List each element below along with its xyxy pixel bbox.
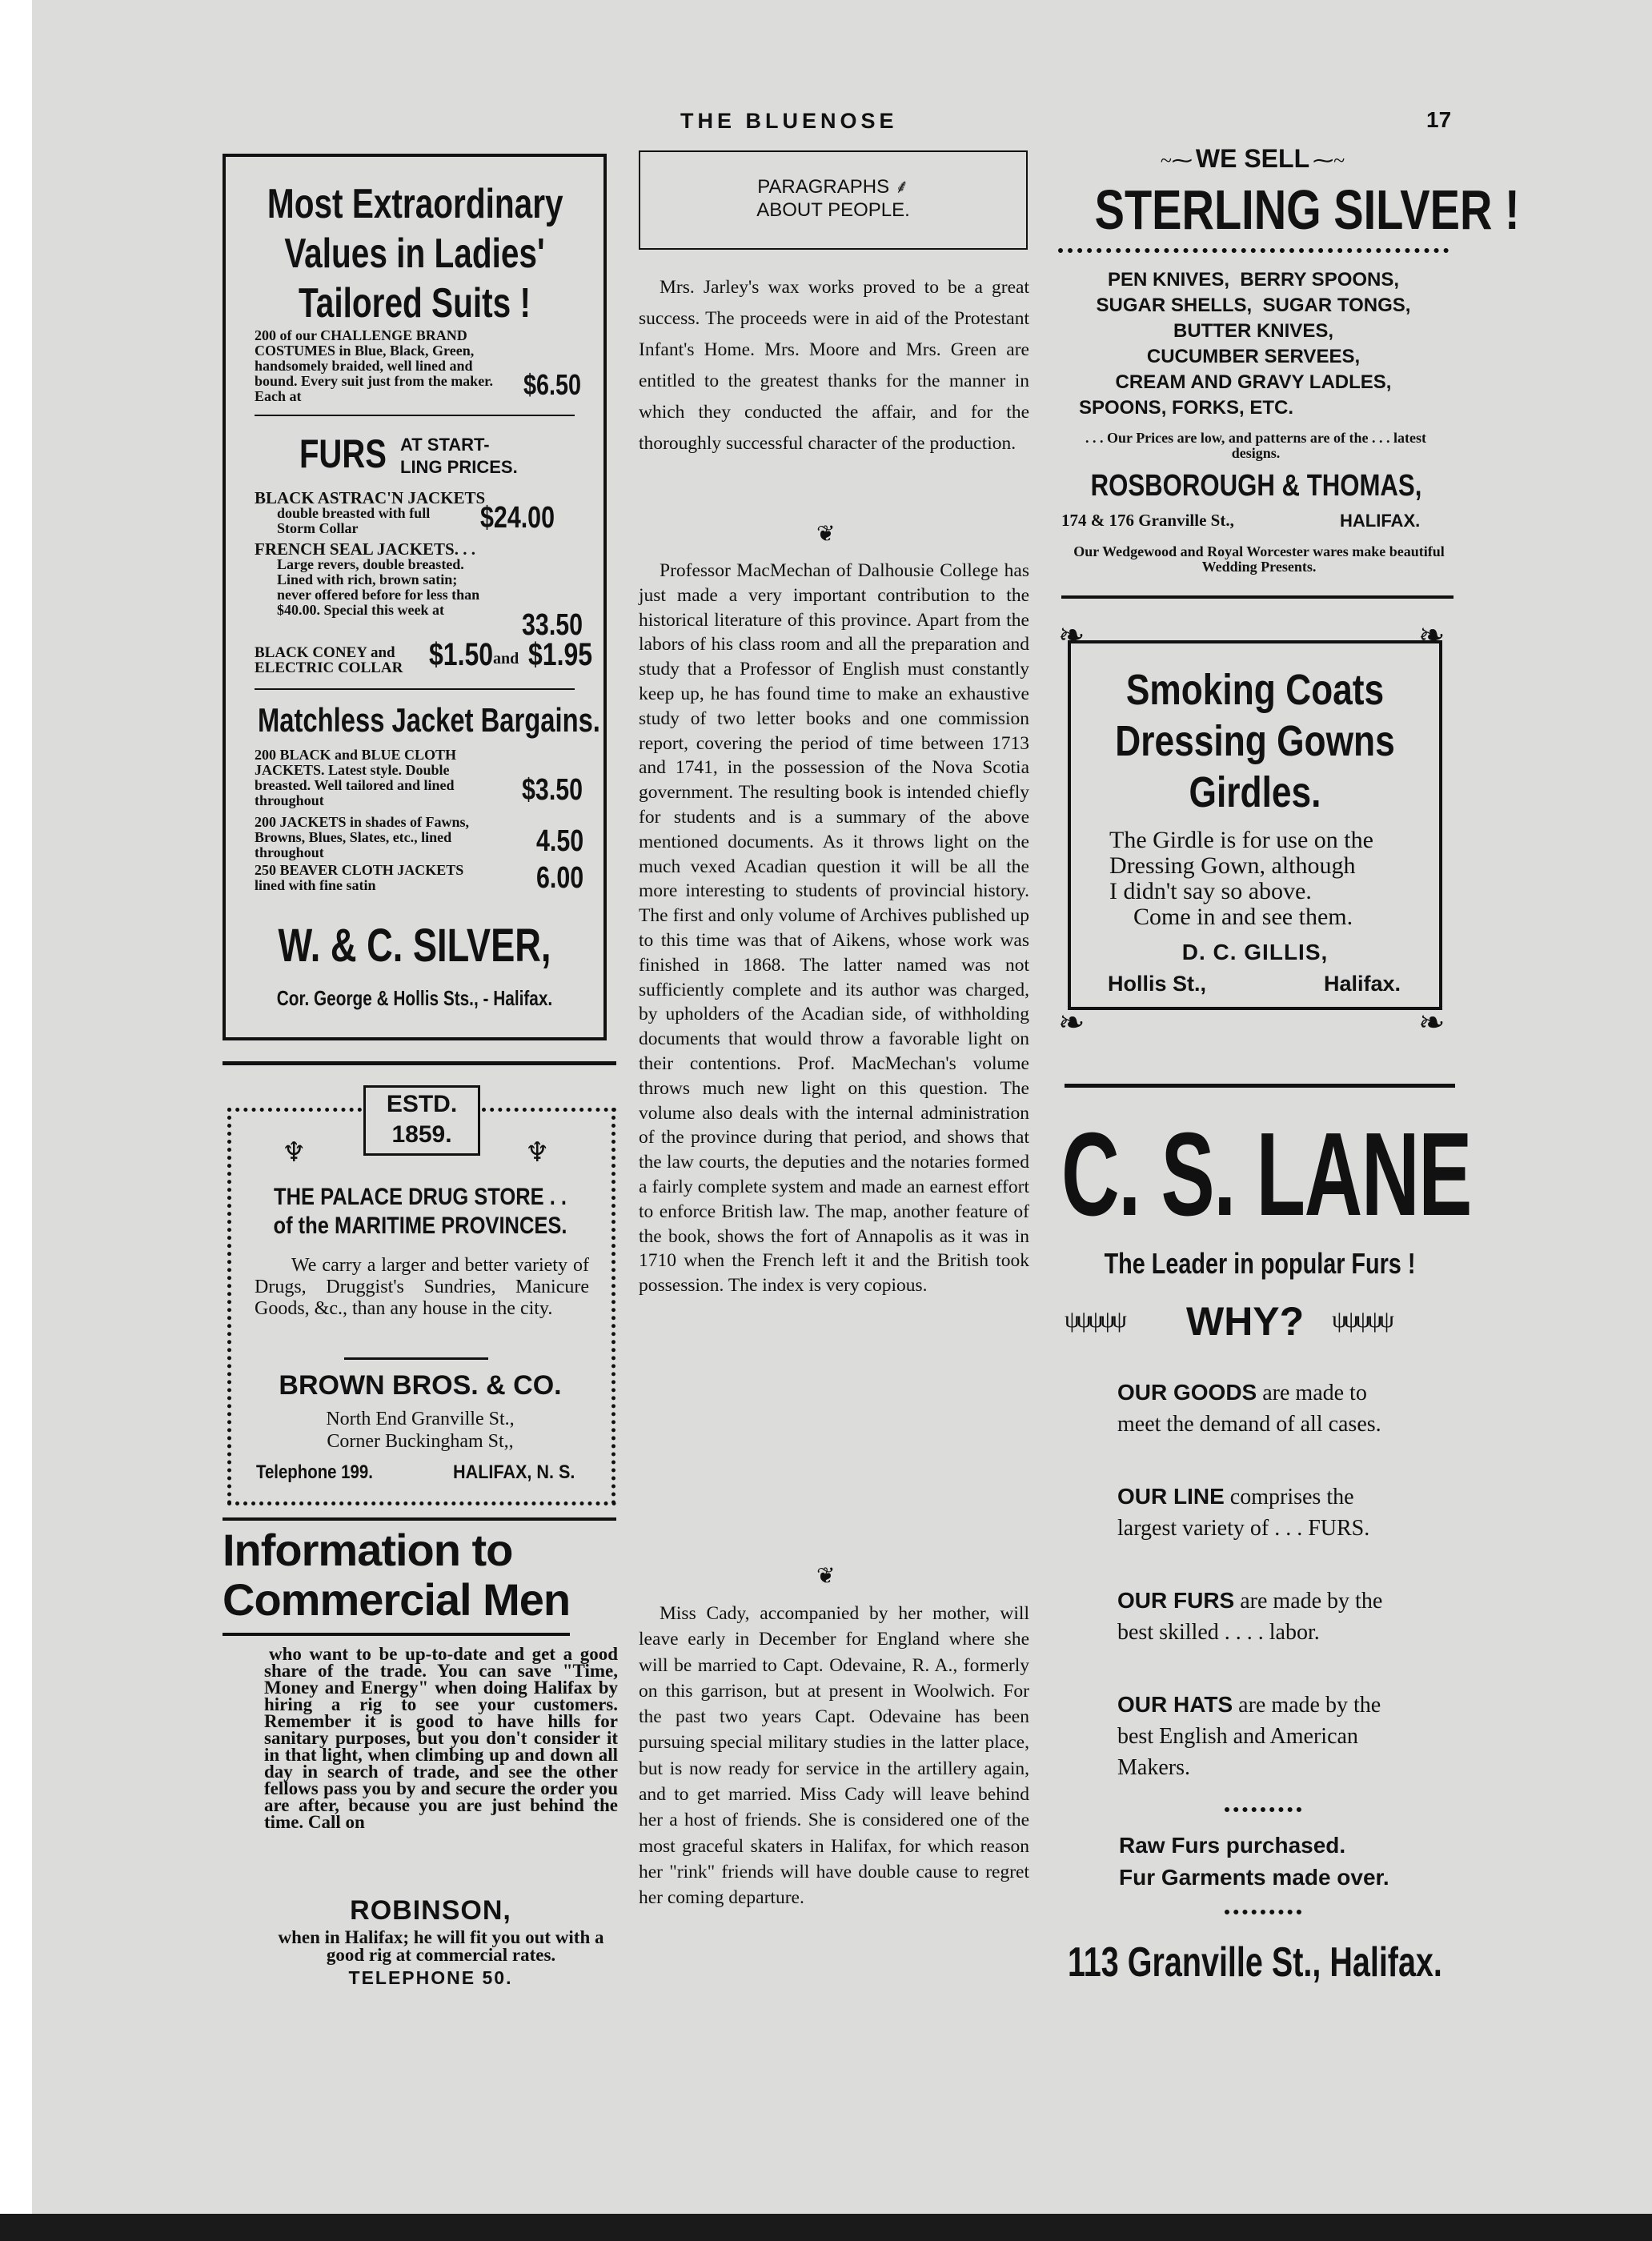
drug-address-line: Corner Buckingham St,, [327,1431,514,1452]
jacket1-text: 200 BLACK and BLUE CLOTH JACKETS. Latest style. Double breasted. Well tailored and lined throughout [255,747,457,808]
drug-title-line: of the MARITIME PROVINCES. [273,1213,567,1239]
lane-point-lead: OUR LINE [1117,1484,1225,1509]
gillis-body-line: I didn't say so above. [1109,878,1312,904]
corner-ornament-icon: ❧ [1058,1004,1085,1040]
lane-tagline: The Leader in popular Furs ! [1104,1247,1416,1280]
divider [344,1357,488,1360]
dotted-border [611,1108,620,1505]
jacket-title: Matchless Jacket Bargains. [258,701,600,739]
drug-firm: BROWN BROS. & CO. [279,1370,562,1401]
robinson-body: who want to be up-to-date and get a good share of the trade. You can save "Time, Money and Energy" when doing Halifax by hiring a rig to see your customers. Remember it is good to have hills for sanitary purposes, but you don't consider it in that light, when climbing up and down all day in search of trade, and see the other fellows pass you by and secure the order you are after, because you are just behind the time. Call on [264,1644,618,1832]
lane-point [1117,1481,1413,1544]
lane-extra-line: Raw Furs purchased. [1119,1833,1346,1858]
jacket2-text: 200 JACKETS in shades of Fawns, Browns, Blues, Slates, etc., lined throughout [255,814,470,860]
silver-address: Cor. George & Hollis Sts., - Halifax. [276,986,553,1010]
silver-firm-wrap [226,919,603,972]
estd-line: 1859. [391,1121,452,1148]
divider [1065,1084,1455,1088]
paragraph-3: Miss Cady, accompanied by her mother, will leave early in December for England where she will be married to Capt. Odevaine, R. A., formerly on this garrison, but at present in Woolwich. For the past two years Capt. Odevaine has been pursuing special military studies in the latter place, but is now ready for service in the artillery again, and to get married. Miss Cady will leave behind her a host of friends. She is considered one of the most graceful skaters in Halifax, for which reason her "rink" friends will have double cause to regret her coming departure. [639,1603,1029,1909]
lotus-ornament-icon: ♆ [282,1138,307,1168]
lane-point-lead: OUR FURS [1117,1588,1235,1613]
robinson-name-wrap [223,1895,639,1926]
silver-address-wrap [226,986,603,1011]
headline-line: Most Extraordinary [267,181,563,227]
robinson-name: ROBINSON, [350,1895,511,1926]
seal-text: Large revers, double breasted. Lined with rich, brown satin; never offered before for less than $40.00. Special this week at [277,556,480,618]
dotted-border [482,1108,616,1116]
corner-ornament-icon: ❧ [1058,617,1085,653]
sterling-prices-note: . . . Our Prices are low, and patterns are of the . . . latest designs. [1085,430,1426,461]
seal-price: 33.50 [522,608,583,642]
lane-point-lead: OUR HATS [1117,1692,1233,1717]
gillis-city: Halifax. [1324,972,1401,996]
jacket1-price: $3.50 [522,773,583,807]
sterling-city: HALIFAX. [1340,511,1421,531]
headline-line: Values in Ladies' [284,231,545,277]
challenge-text: 200 of our CHALLENGE BRAND COSTUMES in Blue, Black, Green, handsomely braided, well lined and bound. Every suit just from the maker. Each at [255,327,494,404]
lane-point-text: comprises the largest variety of . . . FURS. [1117,1485,1370,1541]
lane-point-text: are made by the best skilled . . . . labor. [1117,1589,1383,1645]
robinson-headline-line: Information to [223,1525,513,1575]
sterling-footer: Our Wedgewood and Royal Worcester wares make beautiful Wedding Presents. [1073,543,1445,575]
jacket3-price: 6.00 [536,861,584,895]
gillis-headline-line: Dressing Gowns [1115,717,1395,765]
page-number: 17 [1426,107,1452,132]
sterling-item: SPOONS, FORKS, ETC. [1079,397,1294,419]
lane-tagline-wrap [1061,1247,1458,1281]
lane-address: 113 Granville St., Halifax. [1068,1939,1442,1986]
drug-city: HALIFAX, N. S. [453,1461,575,1483]
leaf-ornament-icon: ❦ [816,522,836,547]
divider [223,1061,616,1065]
astracan-title: BLACK ASTRAC'N JACKETS [255,488,486,507]
gillis-body-line: Come in and see them. [1133,904,1353,930]
drug-title-line: THE PALACE DRUG STORE . . [273,1184,567,1210]
dotted-divider [1225,1807,1301,1817]
sterling-item: CREAM AND GRAVY LADLES, [1115,371,1392,393]
seal-title: FRENCH SEAL JACKETS. . . [255,539,475,559]
drug-title [232,1183,608,1241]
drug-address-line: North End Granville St., [326,1409,515,1429]
drug-telephone: Telephone 199. [256,1461,373,1483]
leaf-ornament-icon: ❦ [816,1564,836,1589]
flourish-icon: ⸙ [894,176,909,198]
sterling-item: SUGAR SHELLS, SUGAR TONGS, [1096,295,1411,316]
lotus-ornament-icon: ♆ [525,1138,550,1168]
sterling-firm-wrap [1055,469,1452,503]
sterling-item: PEN KNIVES, BERRY SPOONS, [1107,269,1400,291]
dotted-divider [1225,1910,1301,1919]
corner-ornament-icon: ❧ [1418,1004,1446,1040]
silver-ad [223,154,607,1040]
lotus-band-icon: ψψψψψ [1332,1306,1391,1333]
lane-address-wrap [1068,1938,1460,1986]
lane-point [1117,1689,1413,1783]
we-sell: WE SELL [1195,144,1310,173]
paragraphs-heading-line: ABOUT PEOPLE. [756,199,910,221]
running-title: THE BLUENOSE [680,109,898,133]
gillis-headline [1071,664,1439,818]
scan-shadow [0,0,32,2241]
dotted-border [227,1501,616,1510]
paragraph-2: Professor MacMechan of Dalhousie College has just made a very important contribution to the historical literature of this province. Apart from the labors of his class room and all the preparation and study that a Professor of English must constantly keep up, he has found time to make an exhaustive study of two letter books and one commission report, covering the period of time between 1713 and 1741, in the possession of the Nova Scotia government. The resulting book is intended chiefly for students and is a summary of the above mentioned documents. As it throws light on the much vexed Acadian question it will be all the more interesting to students of provincial history. The first and only volume of Archives published up to this time was that of Aikens, whose work was finished in 1868. The latter named was not sufficiently complete and its author was charged, by upholders of the Acadian side, of withholding documents that would throw a favorable light on their contentions. Prof. MacMechan's volume throws much new light on this question. The volume also deals with the internal administration of the province during that period, and shows that the law courts, the deputies and the notaries formed a fairly complete system and made an earnest effort to enforce British law. The map, another feature of the book, shows the fort of Annapolis as it was in 1710 when the French left it and the British took possession. The index is very copious. [639,560,1029,1297]
we-sell-line [1057,144,1449,174]
robinson-closing: when in Halifax; he will fit you out with a good rig at commercial rates. [278,1927,604,1965]
silver-headline [226,179,603,328]
gillis-headline-line: Smoking Coats [1125,666,1385,714]
gillis-headline-line: Girdles. [1189,768,1321,816]
divider [223,1633,570,1636]
divider [255,688,575,690]
scan-shadow [0,2214,1652,2241]
silver-firm: W. & C. SILVER, [278,920,551,972]
furs-sub: AT START-LING PRICES. [400,435,518,477]
gillis-body-line: Dressing Gown, although [1109,852,1356,879]
astracan-text: double breasted with full Storm Collar [277,505,431,536]
paragraph-1: Mrs. Jarley's wax works proved to be a great success. The proceeds were in aid of the Protestant Infant's Home. Mrs. Moore and Mrs. Green are entitled to the greatest thanks for the manner in which they conducted the affair, and for the thoroughly successful character of the production. [639,277,1029,454]
headline-line: Tailored Suits ! [299,280,531,327]
scroll-ornament-icon: ~⁓ [1160,149,1193,172]
sterling-items [1055,267,1452,421]
sterling-item: BUTTER KNIVES, [1173,320,1333,342]
lane-name-wrap [1061,1108,1472,1241]
gillis-street: Hollis St., [1108,972,1207,996]
robinson-headline-line: Commercial Men [223,1574,571,1625]
paragraphs-heading-line [640,173,1026,199]
sterling-address: 174 & 176 Granville St., [1061,511,1234,530]
lane-point [1117,1585,1397,1648]
lane-extra-line: Fur Garments made over. [1119,1865,1389,1890]
paragraphs-heading-text: PARAGRAPHS [757,176,890,198]
lane-why: WHY? [1186,1299,1305,1344]
estd-box [363,1085,480,1156]
sterling-headline-wrap [1055,178,1520,242]
coney-price-2: $1.95 [528,637,593,672]
sterling-firm: ROSBOROUGH & THOMAS, [1090,469,1422,503]
corner-ornament-icon: ❧ [1418,617,1446,653]
challenge-price: $6.50 [523,368,582,401]
gillis-firm: D. C. GILLIS, [1181,940,1329,964]
coney-text: BLACK CONEY and ELECTRIC COLLAR [255,644,403,676]
lane-point-lead: OUR GOODS [1117,1380,1257,1405]
lotus-band-icon: ψψψψψ [1065,1306,1124,1333]
dotted-border [227,1108,362,1116]
estd-line: ESTD. [386,1091,458,1117]
sterling-item: CUCUMBER SERVEES, [1146,346,1361,367]
coney-and: and [493,650,519,667]
coney-price-1: $1.50 [429,637,494,672]
robinson-telephone: TELEPHONE 50. [348,1967,513,1988]
drug-body: We carry a larger and better variety of Drugs, Druggist's Sundries, Manicure Goods, &c., than any house in the city. [255,1255,589,1319]
divider [255,415,575,416]
dotted-divider [1058,248,1449,258]
jacket2-price: 4.50 [536,824,584,858]
furs-title: FURS [299,431,387,476]
gillis-body-line: The Girdle is for use on the [1109,827,1373,853]
lane-name: C. S. LANE [1061,1108,1472,1241]
gillis-ad [1068,640,1442,1010]
divider [1061,595,1454,599]
astracan-price: $24.00 [480,501,555,535]
lane-point [1117,1377,1413,1440]
divider [223,1517,616,1521]
lane-point-text: are made to meet the demand of all cases. [1117,1381,1381,1437]
paragraphs-heading-box [639,150,1028,250]
gillis-body [1109,828,1429,930]
scroll-ornament-icon: ⁓~ [1313,149,1345,172]
sterling-headline: STERLING SILVER ! [1094,178,1520,241]
lane-point-text: are made by the best English and American Makers. [1117,1693,1381,1780]
jacket3-text: 250 BEAVER CLOTH JACKETS lined with fine satin [255,862,464,893]
